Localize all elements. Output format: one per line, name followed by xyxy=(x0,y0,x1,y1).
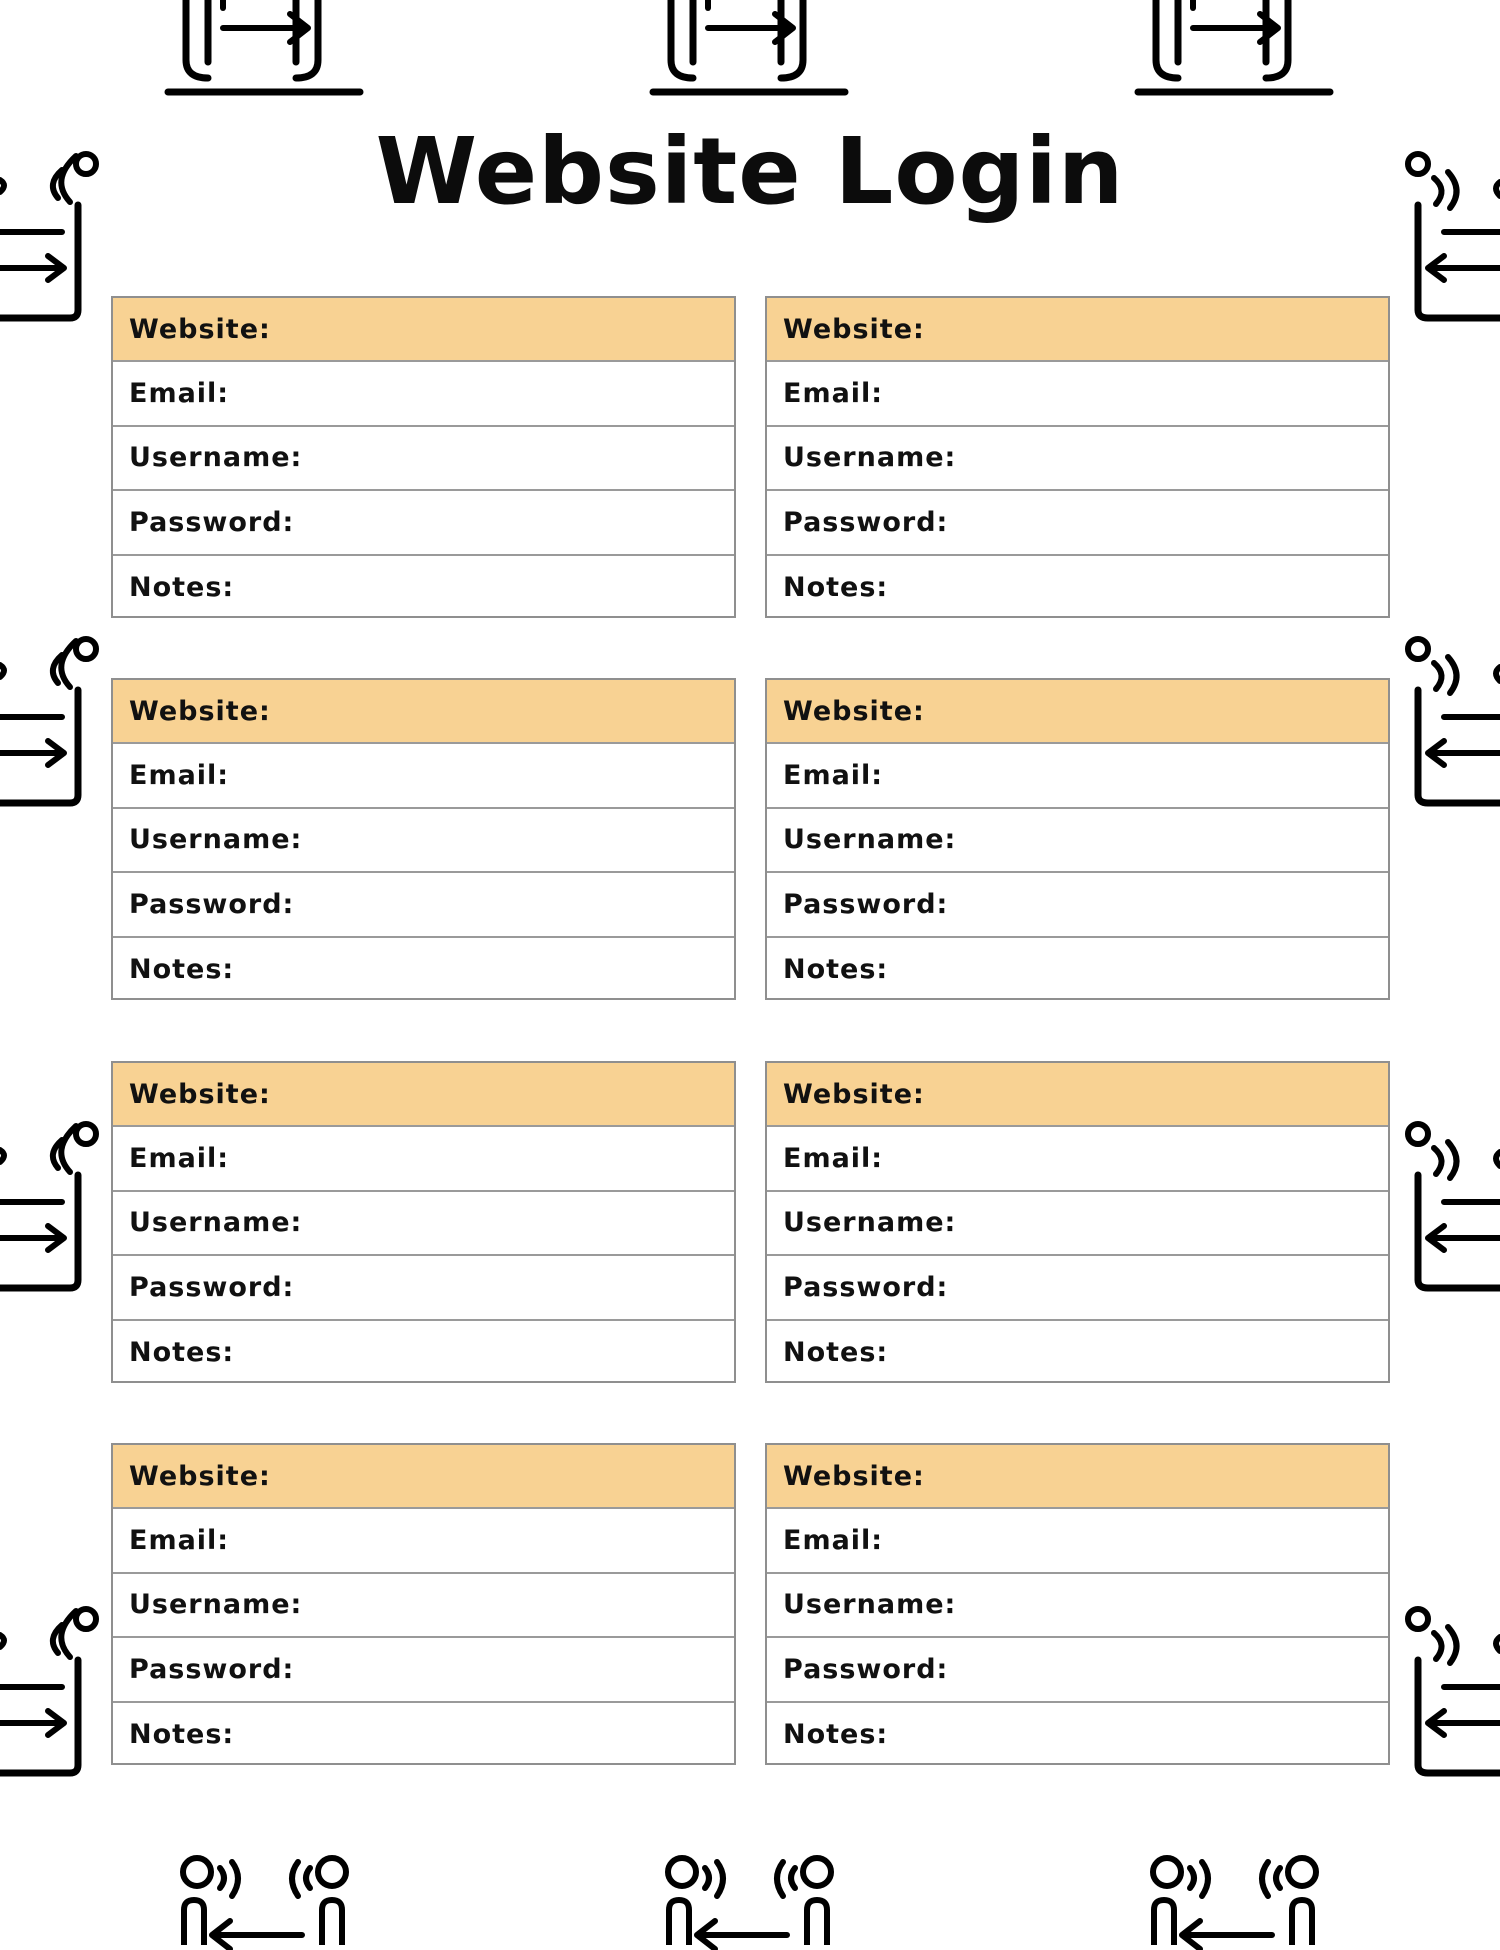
website-label: Website: xyxy=(129,695,271,727)
voice-exchange-icon xyxy=(657,1850,847,1950)
notes-row[interactable] xyxy=(767,1703,1388,1767)
voice-exchange-icon xyxy=(0,1120,90,1300)
page-title: Website Login xyxy=(375,118,1125,225)
email-label: Email: xyxy=(129,760,230,792)
voice-exchange-icon xyxy=(172,1850,362,1950)
email-label: Email: xyxy=(783,760,884,792)
voice-exchange-icon xyxy=(1414,1605,1500,1785)
notes-row[interactable] xyxy=(767,1321,1388,1385)
notes-label: Notes: xyxy=(783,572,889,604)
email-row[interactable] xyxy=(767,1509,1388,1573)
email-label: Email: xyxy=(129,1525,230,1557)
email-label: Email: xyxy=(783,1525,884,1557)
voice-exchange-icon xyxy=(0,1605,90,1785)
notes-row[interactable] xyxy=(113,1321,734,1385)
password-label: Password: xyxy=(783,1271,949,1303)
website-label: Website: xyxy=(129,1078,271,1110)
username-row[interactable] xyxy=(767,1192,1388,1256)
website-label: Website: xyxy=(783,313,925,345)
notes-row[interactable] xyxy=(767,556,1388,620)
website-row[interactable] xyxy=(767,680,1388,744)
login-card xyxy=(111,1443,736,1765)
password-row[interactable] xyxy=(767,1256,1388,1320)
notes-row[interactable] xyxy=(113,938,734,1002)
notes-label: Notes: xyxy=(783,1337,889,1369)
password-row[interactable] xyxy=(113,1638,734,1702)
notes-label: Notes: xyxy=(129,572,235,604)
website-label: Website: xyxy=(129,1460,271,1492)
login-card xyxy=(765,1443,1390,1765)
password-label: Password: xyxy=(129,888,295,920)
password-row[interactable] xyxy=(113,1256,734,1320)
login-card xyxy=(765,1061,1390,1383)
notes-row[interactable] xyxy=(113,1703,734,1767)
password-label: Password: xyxy=(783,1653,949,1685)
website-label: Website: xyxy=(783,695,925,727)
website-row[interactable] xyxy=(113,1445,734,1509)
login-arrow-icon xyxy=(653,0,849,100)
password-row[interactable] xyxy=(767,873,1388,937)
notes-label: Notes: xyxy=(129,1719,235,1751)
username-row[interactable] xyxy=(767,427,1388,491)
voice-exchange-icon xyxy=(1142,1850,1332,1950)
password-row[interactable] xyxy=(767,1638,1388,1702)
username-label: Username: xyxy=(129,1207,303,1239)
notes-label: Notes: xyxy=(783,954,889,986)
login-card xyxy=(765,678,1390,1000)
login-card xyxy=(765,296,1390,618)
email-row[interactable] xyxy=(113,1127,734,1191)
username-row[interactable] xyxy=(113,427,734,491)
website-label: Website: xyxy=(129,313,271,345)
email-label: Email: xyxy=(783,1143,884,1175)
password-label: Password: xyxy=(129,1271,295,1303)
email-label: Email: xyxy=(129,1143,230,1175)
password-label: Password: xyxy=(783,888,949,920)
website-row[interactable] xyxy=(113,1063,734,1127)
login-arrow-icon xyxy=(168,0,364,100)
password-label: Password: xyxy=(783,506,949,538)
website-label: Website: xyxy=(783,1078,925,1110)
email-label: Email: xyxy=(783,378,884,410)
password-row[interactable] xyxy=(113,491,734,555)
voice-exchange-icon xyxy=(1414,1120,1500,1300)
username-row[interactable] xyxy=(113,809,734,873)
notes-label: Notes: xyxy=(129,954,235,986)
email-row[interactable] xyxy=(767,1127,1388,1191)
password-label: Password: xyxy=(129,506,295,538)
email-row[interactable] xyxy=(113,744,734,808)
email-row[interactable] xyxy=(767,362,1388,426)
username-label: Username: xyxy=(129,442,303,474)
notes-row[interactable] xyxy=(767,938,1388,1002)
login-card xyxy=(111,296,736,618)
password-label: Password: xyxy=(129,1653,295,1685)
website-row[interactable] xyxy=(767,1063,1388,1127)
website-row[interactable] xyxy=(113,298,734,362)
voice-exchange-icon xyxy=(0,635,90,815)
website-row[interactable] xyxy=(113,680,734,744)
username-row[interactable] xyxy=(767,1574,1388,1638)
username-row[interactable] xyxy=(113,1574,734,1638)
login-arrow-icon xyxy=(1138,0,1334,100)
username-row[interactable] xyxy=(767,809,1388,873)
email-row[interactable] xyxy=(113,1509,734,1573)
username-row[interactable] xyxy=(113,1192,734,1256)
username-label: Username: xyxy=(129,824,303,856)
username-label: Username: xyxy=(129,1589,303,1621)
website-row[interactable] xyxy=(767,1445,1388,1509)
email-label: Email: xyxy=(129,378,230,410)
notes-row[interactable] xyxy=(113,556,734,620)
notes-label: Notes: xyxy=(783,1719,889,1751)
username-label: Username: xyxy=(783,1589,957,1621)
username-label: Username: xyxy=(783,824,957,856)
email-row[interactable] xyxy=(767,744,1388,808)
voice-exchange-icon xyxy=(1414,635,1500,815)
login-card xyxy=(111,678,736,1000)
email-row[interactable] xyxy=(113,362,734,426)
website-label: Website: xyxy=(783,1460,925,1492)
notes-label: Notes: xyxy=(129,1337,235,1369)
login-card xyxy=(111,1061,736,1383)
password-row[interactable] xyxy=(113,873,734,937)
username-label: Username: xyxy=(783,442,957,474)
website-row[interactable] xyxy=(767,298,1388,362)
password-row[interactable] xyxy=(767,491,1388,555)
username-label: Username: xyxy=(783,1207,957,1239)
